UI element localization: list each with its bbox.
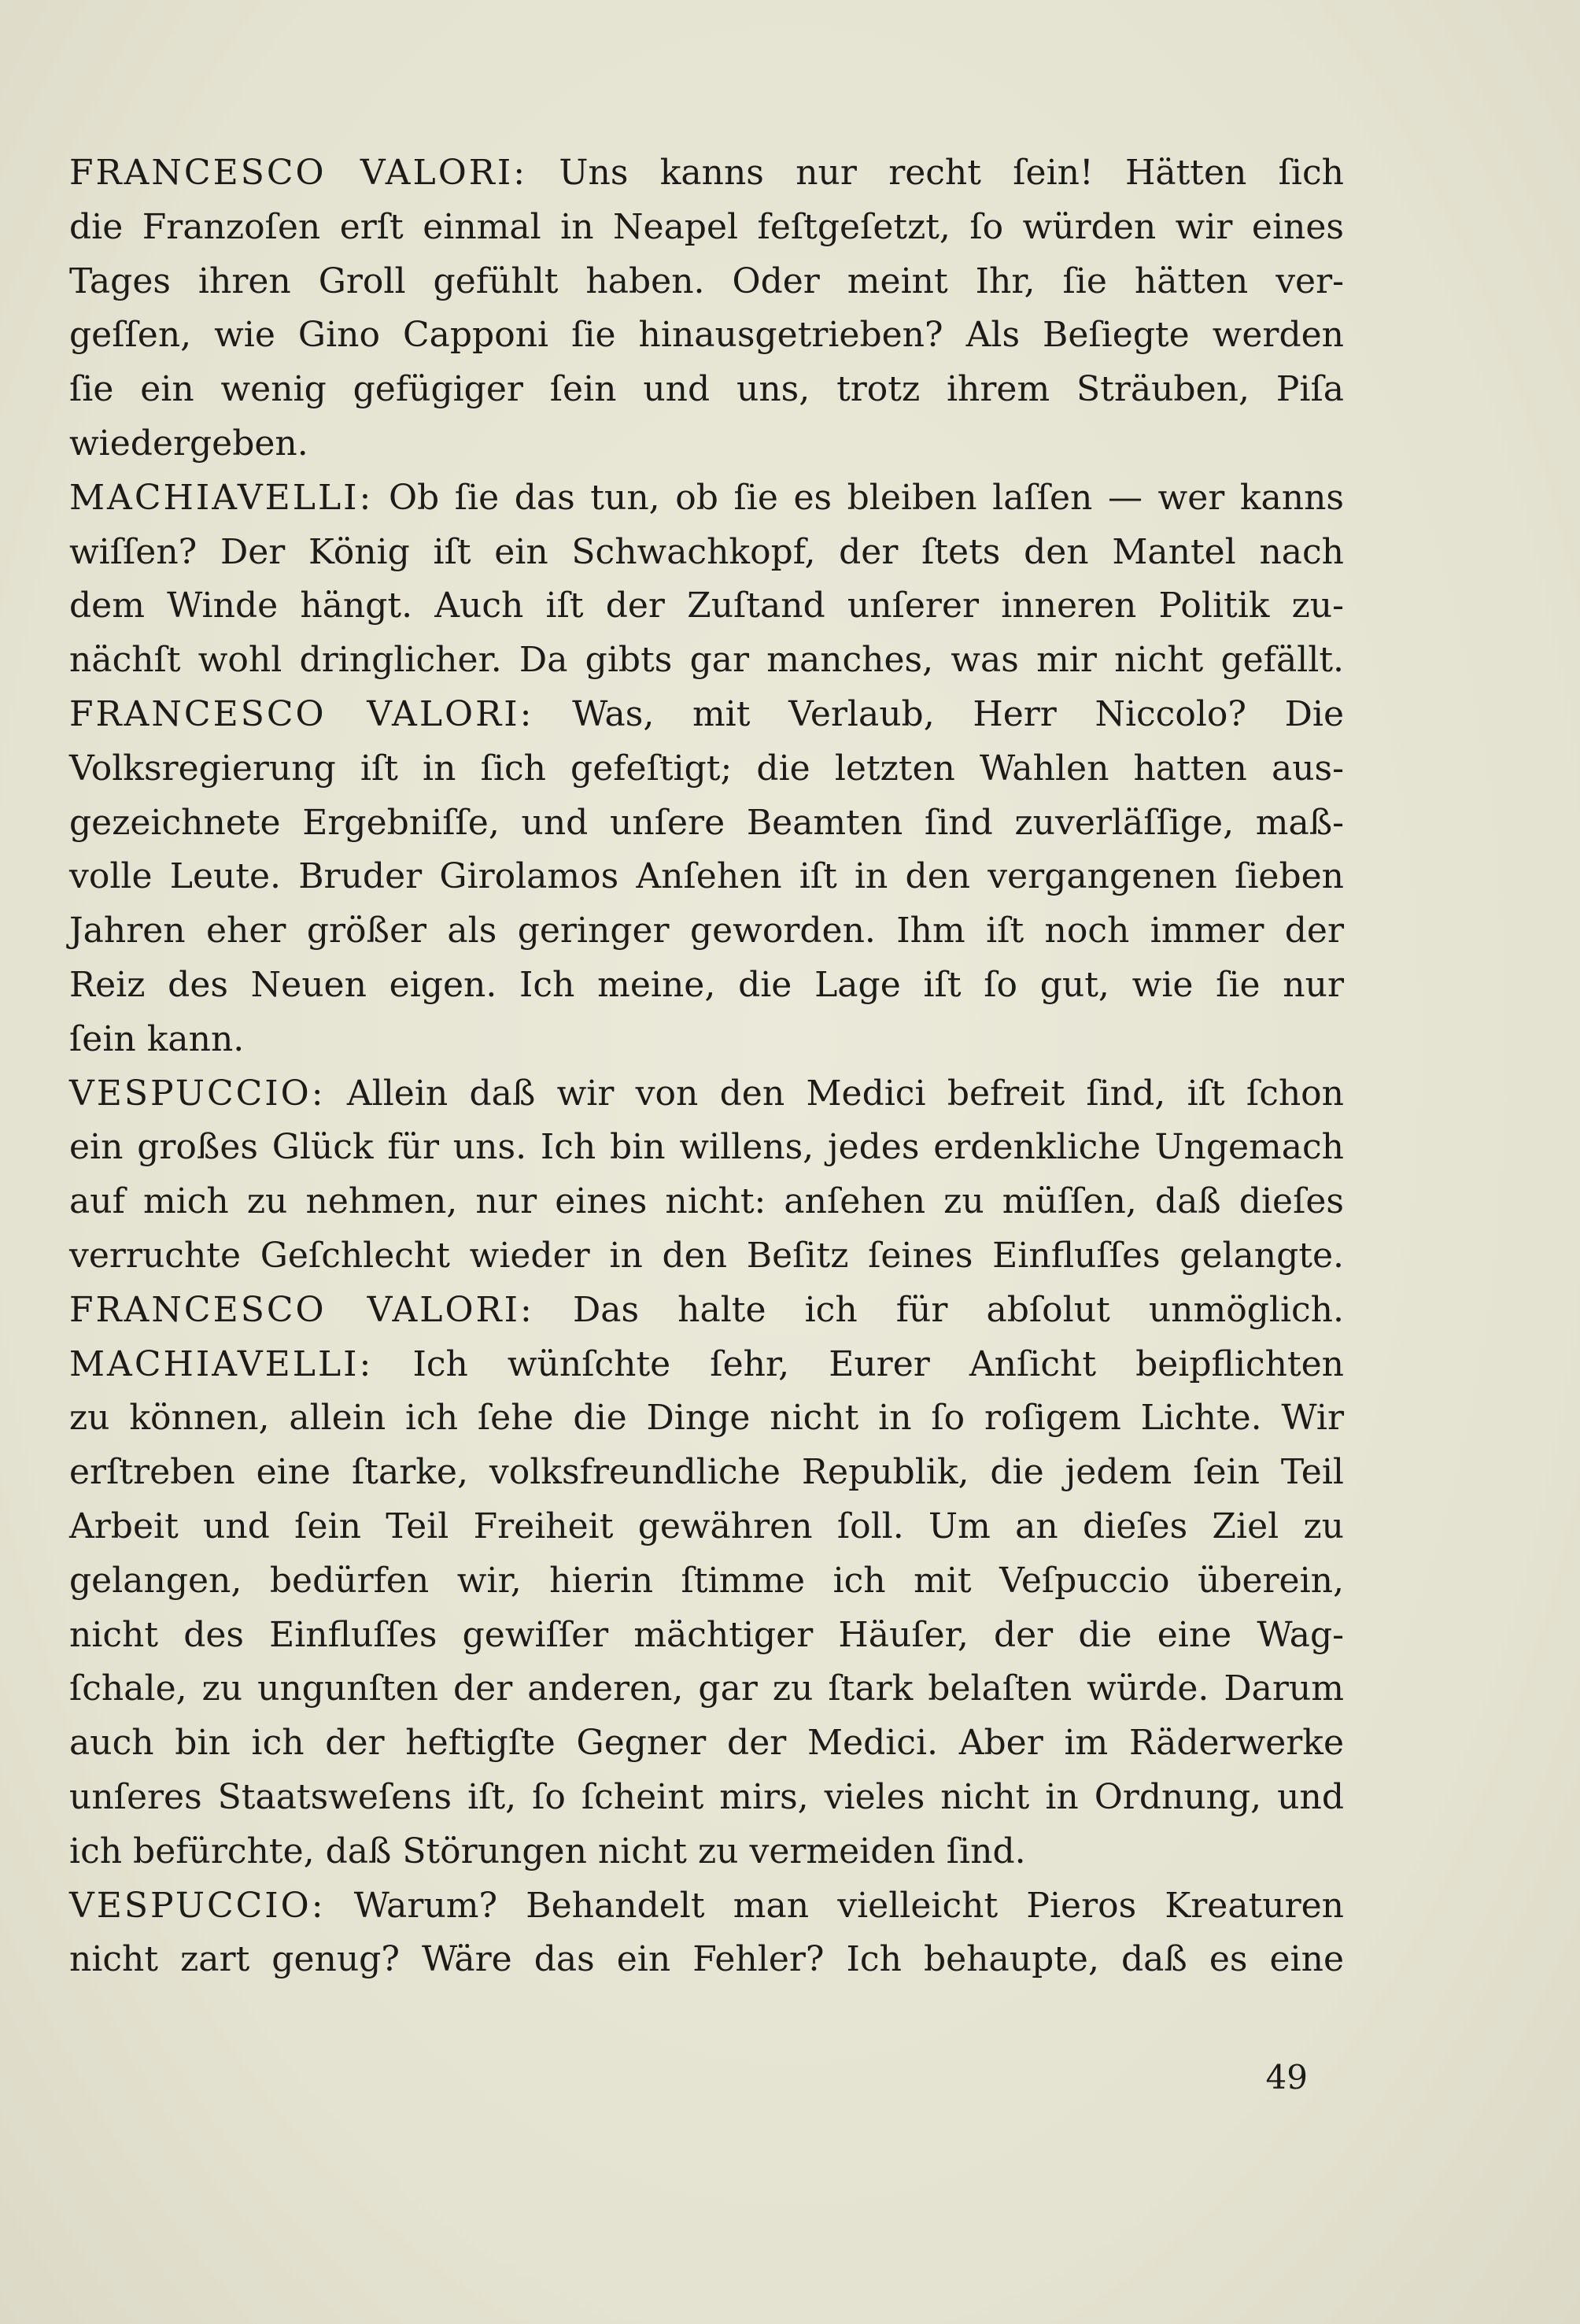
line-text: gezeichnete Ergebniſſe, und unſere Beamten ſind zuverläſſige, maß- [69, 802, 1344, 843]
line-text: Warum? Behandelt man vielleicht Pieros Kreaturen [325, 1885, 1344, 1926]
text-line [69, 471, 1344, 526]
speaker-name: VESPUCCIO: [69, 1073, 326, 1114]
text-line [69, 1391, 1344, 1446]
speaker-name: VESPUCCIO: [69, 1885, 326, 1926]
line-text: Reiz des Neuen eigen. Ich meine, die Lage iſt ſo gut, wie ſie nur [69, 964, 1344, 1005]
line-text: auf mich zu nehmen, nur eines nicht: anſehen zu müſſen, daß dieſes [69, 1181, 1344, 1222]
line-text: Allein daß wir von den Medici befreit ſind, iſt ſchon [325, 1073, 1344, 1114]
line-text: Arbeit und ſein Teil Freiheit gewähren ſoll. Um an dieſes Ziel zu [69, 1506, 1344, 1546]
line-text: erſtreben eine ſtarke, volksfreundliche Republik, die jedem ſein Teil [69, 1452, 1344, 1493]
line-text: ich befürchte, daß Störungen nicht zu vermeiden ſind. [69, 1831, 1026, 1871]
text-line [69, 742, 1344, 796]
text-line [69, 146, 1344, 201]
page-body-text [69, 146, 1344, 1987]
text-line [69, 1500, 1344, 1554]
line-text: zu können, allein ich ſehe die Dinge nicht in ſo roſigem Lichte. Wir [69, 1398, 1344, 1439]
text-line [69, 1554, 1344, 1609]
speaker-name: FRANCESCO VALORI: [69, 1289, 534, 1330]
line-text: geſſen, wie Gino Capponi ſie hinausgetrieben? Als Beſiegte werden [69, 315, 1344, 356]
text-line [69, 363, 1344, 417]
speaker-name: MACHIAVELLI: [69, 1343, 374, 1384]
line-text: gelangen, bedürfen wir, hierin ſtimme ich mit Veſpuccio überein, [69, 1560, 1344, 1601]
speaker-name: FRANCESCO VALORI: [69, 693, 534, 734]
text-line [69, 526, 1344, 580]
line-text: Uns kanns nur recht ſein! Hätten ſich [527, 153, 1344, 193]
line-text: Was, mit Verlaub, Herr Niccolo? Die [533, 693, 1345, 734]
line-text: auch bin ich der heftigſte Gegner der Medici. Aber im Räderwerke [69, 1723, 1344, 1764]
text-line [69, 1879, 1344, 1934]
text-line [69, 201, 1344, 255]
line-text: Ich wünſchte ſehr, Eurer Anſicht beipflichten [373, 1343, 1344, 1384]
speaker-name: MACHIAVELLI: [69, 477, 374, 518]
line-text: volle Leute. Bruder Girolamos Anſehen iſt in den vergangenen ſieben [69, 856, 1344, 897]
line-text: dem Winde hängt. Auch iſt der Zuſtand unſerer inneren Politik zu- [69, 586, 1344, 626]
text-line [69, 688, 1344, 742]
text-line [69, 1825, 1344, 1879]
page-number: 49 [1265, 2058, 1308, 2097]
text-line [69, 1013, 1344, 1067]
line-text: Das halte ich für abſolut unmöglich. [533, 1289, 1345, 1330]
text-line [69, 1716, 1344, 1771]
text-line [69, 1933, 1344, 1987]
text-line [69, 1284, 1344, 1338]
line-text: Volksregierung iſt in ſich gefeſtigt; die letzten Wahlen hatten aus- [69, 748, 1344, 789]
line-text: nicht des Einfluſſes gewiſſer mächtiger Häuſer, der die eine Wag- [69, 1614, 1344, 1655]
line-text: Ob ſie das tun, ob ſie es bleiben laſſen — wer kanns [373, 477, 1344, 518]
text-line [69, 1229, 1344, 1284]
text-line [69, 904, 1344, 959]
text-line [69, 634, 1344, 688]
text-line [69, 1446, 1344, 1500]
text-line [69, 255, 1344, 309]
line-text: Jahren eher größer als geringer geworden. Ihm iſt noch immer der [69, 911, 1344, 951]
line-text: ſchale, zu ungunſten der anderen, gar zu ſtark belaſten würde. Darum [69, 1668, 1344, 1709]
line-text: die Franzoſen erſt einmal in Neapel feſtgeſetzt, ſo würden wir eines [69, 206, 1344, 247]
speaker-name: FRANCESCO VALORI: [69, 153, 528, 193]
text-line [69, 579, 1344, 634]
text-line [69, 796, 1344, 851]
text-line [69, 309, 1344, 363]
text-line [69, 1121, 1344, 1175]
line-text: nicht zart genug? Wäre das ein Fehler? Ich behaupte, daß es eine [69, 1939, 1344, 1980]
text-line [69, 1662, 1344, 1716]
line-text: wiſſen? Der König iſt ein Schwachkopf, der ſtets den Mantel nach [69, 531, 1344, 572]
text-line [69, 1338, 1344, 1392]
text-line [69, 850, 1344, 904]
line-text: wiedergeben. [69, 423, 308, 464]
text-line [69, 1175, 1344, 1229]
line-text: unſeres Staatsweſens iſt, ſo ſcheint mirs, vieles nicht in Ordnung, und [69, 1776, 1344, 1817]
line-text: nächſt wohl dringlicher. Da gibts gar manches, was mir nicht gefällt. [69, 640, 1344, 681]
text-line [69, 1067, 1344, 1121]
line-text: verruchte Geſchlecht wieder in den Beſitz ſeines Einfluſſes gelangte. [69, 1235, 1344, 1276]
line-text: ſie ein wenig gefügiger ſein und uns, trotz ihrem Sträuben, Piſa [69, 369, 1344, 410]
line-text: ein großes Glück für uns. Ich bin willens, jedes erdenkliche Ungemach [69, 1127, 1344, 1168]
line-text: Tages ihren Groll gefühlt haben. Oder meint Ihr, ſie hätten ver- [69, 260, 1344, 301]
text-line [69, 1771, 1344, 1825]
line-text: ſein kann. [69, 1018, 245, 1059]
text-line [69, 1609, 1344, 1663]
text-line [69, 417, 1344, 471]
text-line [69, 959, 1344, 1013]
